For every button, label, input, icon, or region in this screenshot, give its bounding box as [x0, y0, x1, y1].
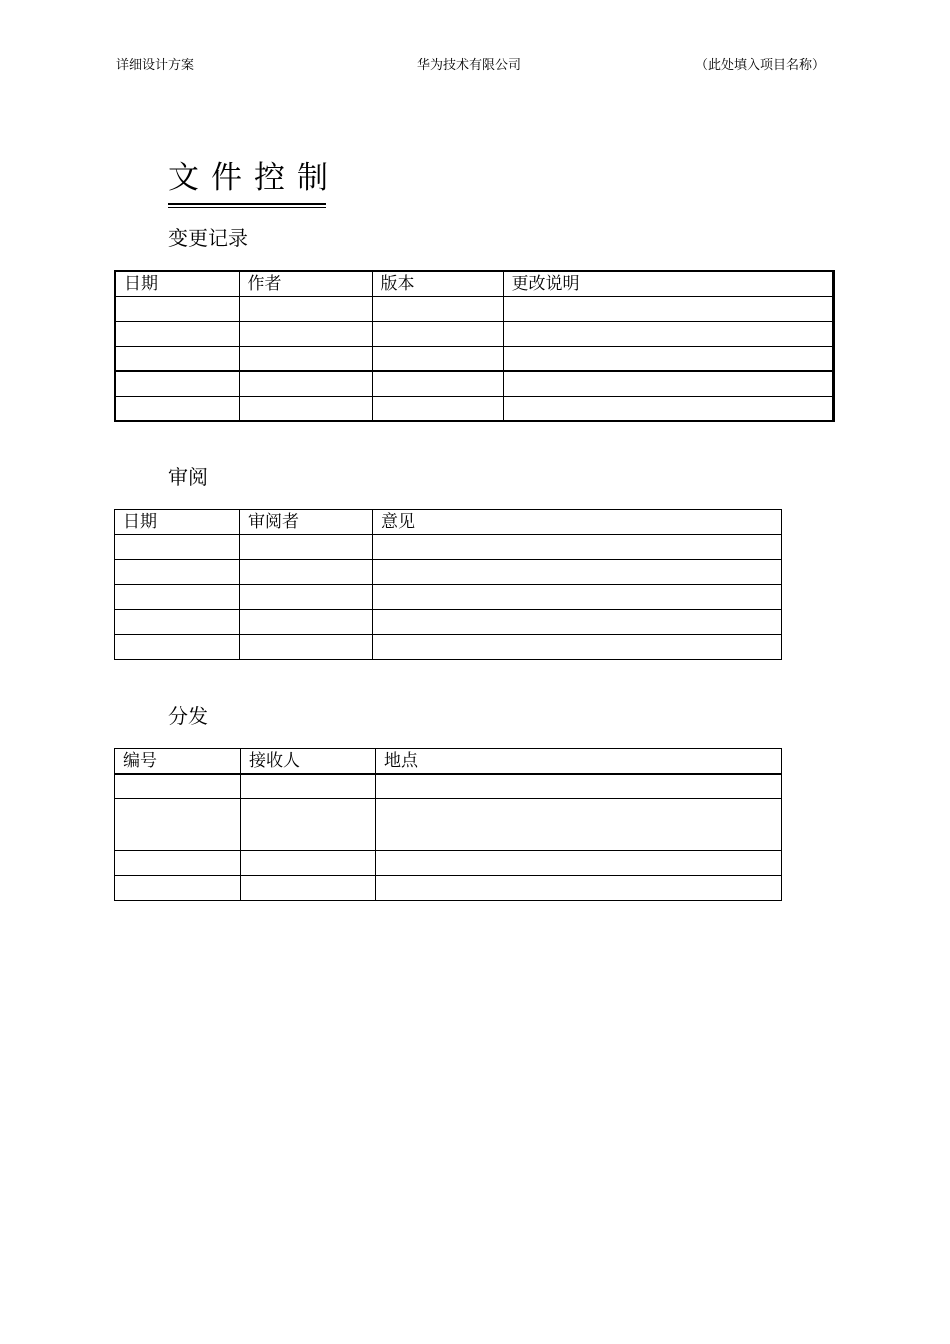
table-cell[interactable] — [372, 371, 503, 396]
table-cell[interactable] — [239, 296, 372, 321]
table-cell[interactable] — [115, 371, 239, 396]
review-table — [114, 509, 782, 660]
table-cell[interactable] — [115, 610, 240, 635]
table-cell[interactable] — [115, 396, 239, 421]
review-heading: 审阅 — [168, 465, 208, 489]
table-cell[interactable] — [503, 371, 834, 396]
table-cell[interactable] — [372, 321, 503, 346]
header-doc-type: 详细设计方案 — [116, 58, 195, 73]
table-header-row — [115, 749, 782, 774]
column-header-reviewer: 审阅者 — [240, 510, 373, 535]
column-header-location: 地点 — [376, 749, 782, 774]
table-row — [115, 799, 782, 851]
distribution-heading: 分发 — [168, 704, 208, 728]
table-cell[interactable] — [240, 635, 373, 660]
table-cell[interactable] — [115, 851, 241, 876]
title-underline — [168, 203, 326, 208]
table-cell[interactable] — [241, 851, 376, 876]
column-header-date: 日期 — [115, 271, 239, 296]
table-cell[interactable] — [376, 876, 782, 901]
table-cell[interactable] — [373, 560, 782, 585]
table-cell[interactable] — [241, 876, 376, 901]
table-header-row — [115, 510, 782, 535]
table-cell[interactable] — [115, 799, 241, 851]
table-row — [115, 560, 782, 585]
table-cell[interactable] — [239, 396, 372, 421]
table-cell[interactable] — [503, 396, 834, 421]
table-cell[interactable] — [372, 346, 503, 371]
table-cell[interactable] — [115, 560, 240, 585]
table-cell[interactable] — [239, 346, 372, 371]
column-header-number: 编号 — [115, 749, 241, 774]
table-header-row — [115, 271, 834, 296]
table-cell[interactable] — [373, 610, 782, 635]
table-row — [115, 851, 782, 876]
table-cell[interactable] — [503, 321, 834, 346]
table-cell[interactable] — [376, 774, 782, 799]
table-cell[interactable] — [503, 346, 834, 371]
table-cell[interactable] — [239, 321, 372, 346]
column-header-recipient: 接收人 — [241, 749, 376, 774]
table-cell[interactable] — [373, 535, 782, 560]
column-header-version: 版本 — [372, 271, 503, 296]
table-cell[interactable] — [241, 774, 376, 799]
table-cell[interactable] — [240, 560, 373, 585]
table-cell[interactable] — [115, 346, 239, 371]
change-log-table — [114, 270, 835, 422]
table-cell[interactable] — [240, 585, 373, 610]
table-row — [115, 585, 782, 610]
table-cell[interactable] — [376, 799, 782, 851]
table-cell[interactable] — [503, 296, 834, 321]
table-row — [115, 371, 834, 396]
column-header-comments: 意见 — [373, 510, 782, 535]
distribution-table — [114, 748, 782, 901]
change-log-heading: 变更记录 — [168, 226, 248, 250]
table-row — [115, 296, 834, 321]
page-title: 文件控制 — [168, 160, 340, 196]
table-row — [115, 876, 782, 901]
table-row — [115, 774, 782, 799]
header-project-name: （此处填入项目名称） — [695, 58, 826, 73]
table-cell[interactable] — [373, 635, 782, 660]
table-row — [115, 610, 782, 635]
table-cell[interactable] — [115, 535, 240, 560]
table-row — [115, 535, 782, 560]
column-header-date: 日期 — [115, 510, 240, 535]
header-company: 华为技术有限公司 — [417, 58, 522, 73]
table-cell[interactable] — [115, 635, 240, 660]
table-cell[interactable] — [372, 396, 503, 421]
column-header-author: 作者 — [239, 271, 372, 296]
table-cell[interactable] — [115, 774, 241, 799]
table-cell[interactable] — [241, 799, 376, 851]
table-row — [115, 396, 834, 421]
table-row — [115, 346, 834, 371]
table-cell[interactable] — [115, 585, 240, 610]
table-cell[interactable] — [373, 585, 782, 610]
column-header-change-description: 更改说明 — [503, 271, 834, 296]
table-cell[interactable] — [115, 876, 241, 901]
table-cell[interactable] — [376, 851, 782, 876]
table-cell[interactable] — [115, 321, 239, 346]
table-row — [115, 635, 782, 660]
table-cell[interactable] — [239, 371, 372, 396]
table-cell[interactable] — [372, 296, 503, 321]
table-row — [115, 321, 834, 346]
table-cell[interactable] — [240, 535, 373, 560]
table-cell[interactable] — [240, 610, 373, 635]
table-cell[interactable] — [115, 296, 239, 321]
